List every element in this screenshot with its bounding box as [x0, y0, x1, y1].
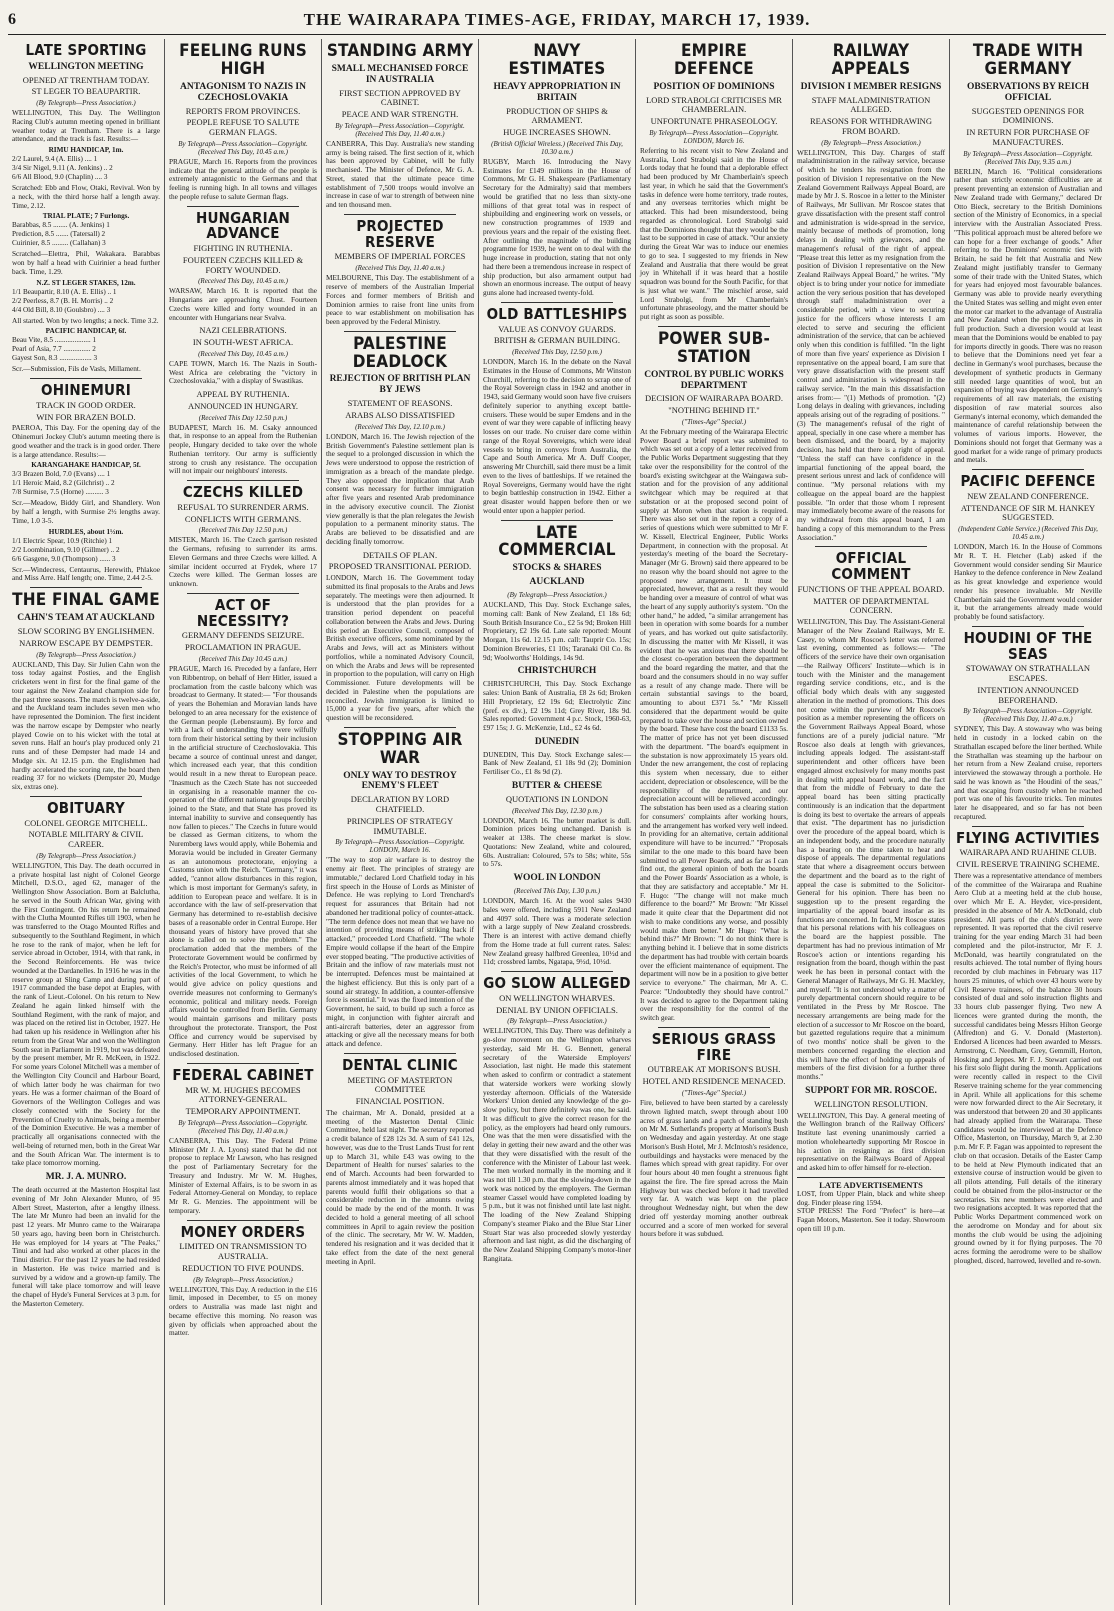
race-results — [12, 528, 160, 564]
dateline: By Telegraph—Press Association—Copyright. LONDON, March 16. — [649, 128, 779, 145]
divider — [187, 1063, 299, 1064]
subhead: ONLY WAY TO DESTROY ENEMY'S FLEET — [343, 770, 457, 792]
subhead: LIMITED ON TRANSMISSION TO AUSTRALIA. — [179, 1241, 307, 1262]
divider — [972, 469, 1084, 470]
result-line: 2/2 Peerless, 8.7 (B. H. Morris) .. 2 — [12, 296, 114, 305]
subhead: STOWAWAY ON STRATHALLAN ESCAPES. — [965, 663, 1091, 684]
headline: GO SLOW ALLEGED — [483, 974, 631, 993]
headline: RAILWAY APPEALS — [831, 41, 911, 79]
article-hungarian-advance — [169, 208, 317, 323]
article-palestine-deadlock — [326, 333, 474, 547]
dateline: (By Telegraph—Press Association.) — [36, 650, 136, 659]
subhead: OUTBREAK AT MORISON'S BUSH. — [647, 1064, 781, 1075]
subhead: NOTABLE MILITARY & CIVIL CAREER. — [28, 829, 144, 850]
subhead: ON WELLINGTON WHARVES. — [499, 992, 615, 1003]
article-body: SYDNEY, This Day. A stowaway who was being held in custody in a locked cabin on the Strathallan escaped before the liner berthed. While the Strathallan was steaming up the harbour on her return from a New Zealand cruise, reporters interviewed the stowaway through a porthole. He said he was known as "the Houdini of the seas," and that escaping from custody when he reached port was one of his favourite tricks. Ten minutes later he disappeared, and so far has not been recaptured. — [954, 724, 1102, 821]
article-body: WELLINGTON, This Day. The Assistant-General Manager of the New Zealand Railways, Mr E. Casey, to whom Mr Roscoe's letter was referred last evening, commented as follows:— "The officers of the service have their own organisation—the Railway Officers' Institute—which is in touch with the Minister and the management regarding service conditions, etc., and is the official body which deals with any suggested alteration in the method of promotions. This does not come within the purview of Mr Roscoe's position as a member representing the officers on the Government Railways Appeal Board, whose functions are of a purely judicial nature. "Mr Roscoe also deals at length with grievances, including appeals lodged. The assistant-staff superintendent and other officers have been engaged almost exclusively for many months past in dealing with appeal board work, and the fact that from the middle of February to date the appeal board has been sitting practically continuously is an indication that the department is doing its best to overtake the arrears of appeals that exist. "The department has no jurisdiction over the procedure of the appeal board, which is an independent body, and the procedure naturally has a bearing on the time taken to hear and dispose of appeals. The departmental regulations state that where a disagreement occurs between the department and the board as to the right of appeal the case is submitted to the Solicitor-General for his opinion. There has been no suggestion up to the present regarding the impartiality of the appeal board insofar as its functions are concerned. In fact, Mr Roscoe states that his personal relations with his colleagues on the board are the happiest possible. The department has had no previous intimation of Mr Roscoe's action or intentions regarding his resignation from the board, though within the past week he has been in personal contact with the General Manager of Railways, Mr G. H. Mackley, and myself. "It is not understood why a matter of purely departmental concern should require to be ventilated in the Press by Mr Roscoe. The necessary arrangements are being made for the election of a successor to Mr Roscoe on the board, but gazetted regulations require that a minimum of two months' notice shall be given to the members concerned regarding the election and this will have the effect of holding up appeals of members of the first division for a further three months." — [797, 617, 945, 1082]
headline: LATE COMMERCIAL — [498, 522, 616, 561]
dateline: (Received This Day, 12.30 p.m.) — [512, 806, 602, 815]
dateline: (Received This Day 12.50 p.m.) — [198, 526, 288, 535]
headline: STANDING ARMY — [326, 41, 474, 61]
subhead: LORD STRABOLGI CRITICISES MR CHAMBERLAIN. — [646, 94, 782, 115]
subhead: AUCKLAND — [529, 577, 585, 588]
subhead: STATEMENT OF REASONS. — [347, 398, 453, 409]
article-final-game — [12, 592, 160, 792]
column-1 — [8, 39, 165, 1605]
divider — [30, 378, 142, 379]
article-navy-estimates — [483, 43, 631, 298]
advertisement: STOP PRESS! The Ford "Prefect" is here—at Fagan Motors, Masterton. See it today. Showroom open till 10 p.m. — [797, 1206, 945, 1233]
article-body: WELLINGTON, This Day. A general meeting of the Wellington branch of the Railway Officers' Institute last evening unanimously carried a motion wholeheartedly supporting Mr Roscoe in his action in resigning as first division representative on the Railways Board of Appeal and asked him to offer himself for re-election. — [797, 1110, 945, 1173]
article-body: There was a representative attendance of members of the committee of the Wairarapa and Ruahine Aero Club at a meeting held at the club house, over which Mr E. A. Heyder, vice-president, presided in the absence of Mr A. McDonald, club president. All parts of the club's district were represented. It was reported that the civil reserve training for the year ending March 31 had been completed and the pilot-instructor, Mr F. J. McDonald, was heartily congratulated on the results achieved. The total number of flying hours recorded by club machines in February was 117 hours 25 minutes, of which over 43 hours were by Civil Reserve trainees, of the balance 30 hours consisted of dual and solo instruction flights and 33 hours club passenger flying. Two new A licences were granted during the month, the successful candidates being Messrs Hilton George (Alfredton) and G. V. Donald (Masterton). Endorsed A licences had been awarded to Messrs. Armstrong, C. Needham, Grey, Gemmill, Horton, Hosking and Jeppes. Mr F. J. Stewart carried out his first solo flight during the month. Applications were recently called in respect to the Civil Reserve training scheme for the year commencing in April. While all applications for this scheme were now forwarded direct to the Air Secretary, it was understood that between 20 and 30 applicants had already applied from the Wairarapa. These candidates would be interviewed at the Defence Office, Masterton, on Thursday, March 9, at 2.30 p.m. Mr F. P. Fagan was appointed to represent the club on that occasion. Details of the Easter Camp to be held at New Plymouth indicated that an extensive course of instruction would be given to all pilots attending. Full details of the itinerary could be obtained from the pilot-instructor or the secretaries. Six new members were elected and two resignations accepted. It was reported that the Public Works Department commenced work on the aerodrome on Monday and for about six months the club would be using the adjoining ground owned by it for flying purposes. The 70 acres forming the aerodrome were to be shallow ploughed, disced, harrowed, levelled and re-sown. — [954, 870, 1102, 1265]
race-results — [12, 461, 160, 497]
subhead: BRITISH & GERMAN BUILDING. — [493, 335, 621, 346]
article-christchurch — [483, 666, 631, 732]
subhead: MEMBERS OF IMPERIAL FORCES — [334, 251, 466, 262]
subhead: FUNCTIONS OF THE APPEAL BOARD. — [797, 583, 945, 594]
subhead: WELLINGTON RESOLUTION. — [814, 1098, 928, 1109]
headline: LATE ADVERTISEMENTS — [819, 1179, 923, 1190]
subhead: GERMANY DEFENDS SEIZURE. — [181, 630, 305, 641]
headline: TRADE WITH GERMANY — [972, 41, 1084, 79]
article-power-sub-station — [640, 328, 788, 1023]
article-projected-reserve — [326, 216, 474, 327]
page-number: 6 — [8, 11, 16, 28]
article-federal-cabinet — [169, 1065, 317, 1216]
article-dunedin — [483, 737, 631, 777]
masthead-title: THE WAIRARAPA TIMES-AGE, FRIDAY, MARCH 17, 1939. — [303, 10, 811, 29]
article-body: The chairman, Mr A. Donald, presided at a meeting of the Masterton Dental Clinic Committee, held last night. The secretary reported a credit balance of £28 12s 3d. A sum of £41 12s, however, was due to the Trust Lands Trust for rent up to March 31, while £43 was owing to the Department of Health for nurses' salaries to the end of March. Accounts had been forwarded to parents almost immediately and it was hoped that parents would fulfil their obligations so that a considerable reduction in the amounts owing could be made by the end of the month. It was decided to hold a general meeting of all school committees in April to again review the position of the clinic. The secretary, Mr W. W. Madden, tendered his resignation and it was decided that it take effect from the date of the next general meeting in April. — [326, 1107, 474, 1266]
result-line: 3/3 Brazen Bold, 7.0 (Evans) .... 1 — [12, 470, 111, 479]
article-body: CANBERRA, This Day. Australia's new standing army is being raised. The first section of it, which has been approved by Cabinet, will be fully mechanised. The Minister of Defence, Mr G. A. Street, stated that the ultimate peace time establishment of 7,500 troops would involve an increase in case of war to strength of between nine and ten thousand men. — [326, 138, 474, 210]
article-body: WELLINGTON, This Day. A reduction in the £16 limit, imposed in December, to £5 on money orders to Australia was made last night and became effective this morning. No reason was given by officials when approached about the matter. — [169, 1284, 317, 1338]
headline: DUNEDIN — [534, 736, 580, 747]
headline: FEDERAL CABINET — [172, 1065, 314, 1084]
subhead: INTENTION ANNOUNCED BEFOREHAND. — [977, 684, 1079, 705]
headline: EMPIRE DEFENCE — [674, 41, 754, 79]
race-title: TRIAL PLATE; 7 Furlongs. — [42, 212, 130, 221]
race-note: Scr.—Meadow, Biddy Girl, and Shandlery. Won by half a length, with Surmise 2½ lengths away. Time, 1.0 3-5. — [12, 498, 160, 525]
column-2 — [165, 39, 322, 1605]
subhead: ST LEGER TO BEAUPARTIR. — [31, 86, 141, 97]
subhead: DIVISION I MEMBER RESIGNS — [800, 81, 942, 92]
article-feeling-runs-high — [169, 43, 317, 202]
race-title: N.Z. ST LEGER STAKES, 12m. — [36, 278, 136, 287]
article-body: AUCKLAND, This Day. Stock Exchange sales, morning call: Bank of New Zealand, £1 18s 6d; South British Insurance Co., £2 5s 9d; Broken Hill Proprietary, £2 19s 6d. Late sale reported: Mount Morgan, 11s 6d. 12.15 p.m. call: Tauprir Co. 15s; Dominion Breweries, £1 10s; Taranaki Oil Co. 8s 9d; Woolworths' Holdings, 14s 9d. — [483, 600, 631, 662]
article-body: MISTEK, March 16. The Czech garrison resisted the Germans, refusing to surrender its arms. Eleven Germans and three Czechs were killed. A similar incident occurred at Frydek, where 17 Czechs were killed. The German losses are unknown. — [169, 535, 317, 589]
article-body: WELLINGTON, This Day. There was definitely a go-slow movement on the Wellington wharves yesterday, said Mr H. G. Bennett, general secretary of the Waterside Employers' Association, last night. He made this statement when asked to confirm or contradict a statement that waterside workers were working slowly yesterday afternoon. Officials of the Waterside Workers' Union denied any knowledge of the go-slow policy, but there definitely was one, he said. It was difficult to give the correct reason for the policy, as the employers had heard only rumours. One was that the men were dissatisfied with the delay in getting their new award and the other was that they were dissatisfied with the result of the conference with the Minister of Labour last week. The men worked normally in the morning and it was not till 1.30 p.m. that the slowing-down in the work was noticed by the employers. The German steamer Cassel would have completed loading by 5 p.m., but it was not finished until late last night. The loading of the New Zealand Shipping Company's steamer Piako and the Blue Star Liner Stuart Star was also proceeded slowly yesterday afternoon and last night, as did the discharging of the New Zealand Shipping Company's motor-liner Rangitata. — [483, 1026, 631, 1263]
article-body: LONDON, March 16. In the House of Commons Mr R. T. H. Fletcher (Lab) asked if the Government would consider sending Sir Maurice Hankey to the defence conference in New Zealand as his great knowledge and experience would render his presence invaluable. Mr Neville Chamberlain said the Government would consider it, but the arrangements already made would probably be found satisfactory. — [954, 542, 1102, 622]
article-body: WARSAW, March 16. It is reported that the Hungarians are approaching Chust. Fourteen Czechs were killed and forty wounded in an encounter with Hungarians near Svalva. — [169, 286, 317, 322]
result-line: Prediction, 8.5 ....... (Tatersall) 2 — [12, 230, 106, 239]
article-body: BERLIN, March 16. "Political considerations rather than strictly economic difficulties are at present preventing an extension of Australian and New Zealand trade with Germany," declared Dr Otto Bieck, secretary to the British Dominions section of the Ministry of Economics, in a special interview with the Australian Associated Press. "This political approach must be altered before we can hope for a freer exchange of goods." After referring to the Dominions' economic ties with Britain, he said he felt that Australia and New Zealand might justifiably transfer to Germany some of their trade with the United States, which for years had enjoyed most favourable balances. Germany was able to provide nearly everything the United States was selling and might even enter the motor car market to the advantage of Australia and New Zealand when the people's car was in full production. Such a diversion would at least mean that the Dominions would be enabled to pay for imports directly in goods. There was no reason to believe that the Dominions need yet fear a decline in Germany's wool purchases, because the development of synthetic products in Germany still needed large quantities of wool, but an expansion of buying was dependent on Germany's requirements of all raw materials, the existing disposition of raw material sources also Germany's internal economy, which demanded the maintenance of careful relationship between the volumes of various imports. However, the Dominions should not forget that Germany was a good market for a wide range of primary products and metals. — [954, 166, 1102, 465]
subhead: TRACK IN GOOD ORDER. — [36, 399, 136, 410]
dateline: ("Times-Age" Special.) — [681, 417, 747, 426]
dateline: By Telegraph—Press Association—Copyright. (Received This Day, 9.35 a.m.) — [963, 149, 1093, 166]
result-line: Barabbas, 8.5 ........ (A. Jenkins) 1 — [12, 221, 110, 230]
article-czechs-killed — [169, 485, 317, 589]
article-grass-fire — [640, 1029, 788, 1239]
race-note: Scratched: Ebb and Flow, Otaki, Revival. Won by a neck, with the third horse half a length away. Time, 2.12. — [12, 183, 160, 210]
article-old-battleships — [483, 304, 631, 516]
subhead: DECISION OF WAIRARAPA BOARD. — [645, 393, 783, 404]
divider — [501, 302, 613, 303]
article-body: PAEROA, This Day. For the opening day of the Ohinemuri Jockey Club's autumn meeting there is good weather and the track is in good order. There is a large attendance. Results:— — [12, 423, 160, 459]
dateline: (By Telegraph—Press Association.) — [36, 851, 136, 860]
dateline: (Independent Cable Service.) (Received This Day, 10.45 a.m.) — [958, 525, 1098, 542]
subhead: DECLARATION BY LORD CHATFIELD. — [350, 794, 450, 815]
headline: PALESTINE DEADLOCK — [352, 333, 448, 372]
subhead: PROCLAMATION IN PRAGUE. — [185, 642, 301, 653]
result-line: 4/4 Old Bill, 8.10 (Goulsbro) .... 3 — [12, 305, 111, 314]
article-ohinemuri — [12, 383, 160, 583]
article-dental-clinic — [326, 1055, 474, 1267]
column-7 — [950, 39, 1106, 1605]
divider — [501, 971, 613, 972]
divider — [187, 480, 299, 481]
race-note: Scr.—Windecress, Centaurus, Herewith, Phlakoe and Miss Arre. Half length; one. Time, 2.44 2-5. — [12, 564, 160, 583]
divider — [187, 206, 299, 207]
dateline: (By Telegraph—Press Association.) — [193, 1275, 293, 1284]
subhead: REASONS FOR WITHDRAWING FROM BOARD. — [810, 116, 932, 136]
article-body: LONDON, March 16. The Government today submitted its final proposals to the Arabs and Jews separately. The meetings were then adjourned. It is understood that the plan provides for a transition period dependent on peaceful collaboration between the Arabs and Jews. During this period an Executive Council, composed of British executive officers, some nominated by the Arabs and Jews, will act as Ministers without portfolios, while a nominated Advisory Council, on which the Arabs and Jews will be represented in proportion to the population, will carry on High Commissioner. Future developments will be decided in Palestine when the populations are reconciled. Jewish immigration is limited to 15,000 a year for five years, after which the question will be reconsidered. — [326, 573, 474, 723]
subhead: REPORTS FROM PROVINCES. — [185, 105, 301, 116]
article-stopping-air-war — [326, 729, 474, 1049]
subhead: CONTROL BY PUBLIC WORKS DEPARTMENT — [644, 369, 784, 391]
headline: OHINEMURI — [41, 381, 131, 400]
subhead: HUGE INCREASES SHOWN. — [503, 127, 611, 138]
dateline: (Received This Day, 12.50 p.m.) — [512, 348, 602, 357]
subhead: SUPPORT FOR MR. ROSCOE. — [805, 1085, 937, 1096]
headline: BUTTER & CHEESE — [511, 780, 603, 791]
dateline: (By Telegraph—Press Association.) — [36, 99, 136, 108]
dateline: (By Telegraph—Press Association.) — [821, 138, 921, 147]
subhead: PEOPLE REFUSE TO SALUTE GERMAN FLAGS. — [186, 117, 300, 138]
race-note: Scratched—Elettra, Phil, Wakakara. Barabbas won by half a head with Cuirinier a head further back. Time, 1.29. — [12, 249, 160, 276]
result-line: Pearl of Asia, 7.7 ............... 2 — [12, 345, 96, 354]
subhead: NARROW ESCAPE BY DEMPSTER. — [19, 637, 153, 648]
subhead: DETAILS OF PLAN. — [362, 549, 438, 560]
divider — [344, 727, 456, 728]
subhead: TEMPORARY APPOINTMENT. — [185, 1106, 301, 1117]
subhead: MATTER OF DEPARTMENTAL CONCERN. — [813, 595, 929, 616]
column-6 — [793, 39, 950, 1605]
dateline: (By Telegraph—Press Association.) — [507, 1017, 607, 1026]
subhead: STAFF MALADMINISTRATION ALLEGED. — [811, 94, 931, 115]
subhead: FIGHTING IN RUTHENIA. — [193, 243, 293, 254]
subhead: VALUE AS CONVOY GUARDS. — [498, 323, 616, 334]
subhead: IN SOUTH-WEST AFRICA. — [192, 337, 294, 348]
result-line: 2/2 Laurel, 9.4 (A. Ellis) .... 1 — [12, 155, 98, 164]
headline: WOOL IN LONDON — [513, 873, 601, 884]
article-body: DUNEDIN, This Day. Stock Exchange sales:—Bank of New Zealand, £1 18s 9d (2); Dominion Fertiliser Co., £1 8s 9d (2). — [483, 749, 631, 777]
subhead: POSITION OF DOMINIONS — [653, 81, 775, 92]
headline: CZECHS KILLED — [182, 483, 304, 502]
article-late-commercial — [483, 522, 631, 663]
subhead: WAIRARAPA AND RUAHINE CLUB. — [959, 847, 1097, 858]
article-wool — [483, 873, 631, 967]
race-title: PACIFIC HANDICAP, 6f. — [45, 327, 127, 336]
article-houdini — [954, 628, 1102, 822]
subhead: STOCKS & SHARES — [512, 563, 602, 574]
dateline: By Telegraph—Press Association—Copyright. (Received This Day, 11.40 a.m.) — [963, 707, 1093, 724]
subhead: UNFORTUNATE PHRASEOLOGY. — [650, 116, 778, 127]
article-body: PRAGUE, March 16. Preceded by a fanfare, Herr von Ribbentrop, on behalf of Herr Hitler, issued a proclamation from the castle balcony which was broadcast to Germany. It stated:— "For thousands of years the Bohemian and Moravian lands have belonged to an area necessary for the existence of the German people (Lebensraum). By force and with a lack of understanding they were wilfully torn from their historical setting by their inclusion in the artificial structure of Czechoslovakia. This became a source of continual unrest and danger, which increased each year, that this condition would result in a new threat to European peace. "Inasmuch as the Czech State has not succeeded in organising in a reasonable manner the co-operation of the different national groups forcibly joined to the State, and that State has proved its internal inability to survive and consequently has now fallen to pieces." The Czechs in future would be classed as German citizens, to whom the Nuremberg laws would apply, while Bohemia and Moravia would be included in Greater Germany as an autonomous protectorate, enjoying a Customs union with the Reich. "Germany," it was added, "cannot allow disturbances in this region, which is most important for Germany's safety, in addition to European peace and welfare. It is in accordance with the law of self-preservation that Germany has determined to re-establish decisive bases of a reasonable order in Central Europe. Her thousand years of history have proved that she alone is called on to solve the problem." The proclamation added that the members of the Protectorate Government would be confirmed by the Reich's Protector, who must be informed of all activities of the local Government, to which he would give advice on policy questions and override measures not conforming to Germany's economic, political and military needs. Foreign affairs would be controlled from Berlin. Germany would maintain garrisons and military posts throughout the protectorate. Transport, the Post Office and currency would be supervised by Germany. Herr Hitler has left Prague for an undisclosed destination. — [169, 664, 317, 1058]
subhead: OPENED AT TRENTHAM TODAY. — [22, 74, 150, 85]
result-line: 1/1 Heroic Maid, 8.2 (Gilchrist) .. 2 — [12, 479, 115, 488]
dateline: By Telegraph—Press Association—Copyright. (Received This Day, 10.45 a.m.) — [178, 139, 308, 156]
subhead: SLOW SCORING BY ENGLISHMEN. — [17, 626, 155, 636]
dateline: By Telegraph—Press Association—Copyright. LONDON, March 16. — [335, 838, 465, 855]
race-title: HURDLES, about 1½m. — [48, 527, 124, 536]
dateline: (By Telegraph—Press Association.) — [507, 591, 607, 600]
article-appeal-ruthenia — [169, 390, 317, 476]
article-body: LONDON, March 16. The butter market is dull. Dominion prices being unchanged. Danish is weaker at 138s. The cheese market is slow. Quotations: New Zealand, white and coloured, 60s. Australian: Coloured, 57s to 58s; white, 55s to 57s. — [483, 815, 631, 869]
headline: MONEY ORDERS — [180, 1222, 306, 1241]
divider — [30, 587, 142, 588]
article-body: WELLINGTON, This Day. The death occurred in a private hospital last night of Colonel George Mitchell, D.S.O., aged 62, manager of the Wellington Show Association. Born at Balclutha, he served in the South African War, giving with the First Contingent. On his return he remained with the Clutha Mounted Rifles till 1903, when he was transferred to the Otago Mounted Rifles and subsequently to the Southland Regiment, in which he rose to the rank of major, when he left for service abroad in October, 1914, with that rank, in the Second Reinforcements. He was twice wounded at the Dardanelles. In 1916 he was in the reserve group at Sling Camp and during part of 1917 commanded the base depot at Etaples, with the rank of Lieut.-Colonel. On his return to New Zealand he again linked himself with the Southland Regiment, with the rank of major, and was placed on the retired list in October, 1927. He had taken up his residence in Wellington after his return from the Great War and won the Wellington South seat in Parliament in 1919, but was defeated by the present member, Mr R. McKeen, in 1922. For some years Colonel Mitchell was a member of the Wellington City Council and Harbour Board, of which latter body he was chairman for two years. He was a former chairman of the Board of Governors of the Wellington Colleges and was closely connected with the Society for the Prevention of Cruelty to Animals, being a member of the Dominion Executive. He was a member of practically all organisations connected with the well-being of returned men, both in the Great War and the South African War. The interment is to take place tomorrow morning. — [12, 860, 160, 1168]
subhead: ANNOUNCED IN HUNGARY. — [187, 400, 299, 411]
subhead: SUGGESTED OPENINGS FOR DOMINIONS. — [971, 105, 1085, 126]
race-title: KARANGAHAKE HANDICAP, 5f. — [31, 461, 141, 470]
subhead: HEAVY APPROPRIATION IN BRITAIN — [493, 81, 621, 103]
subhead: FINANCIAL POSITION. — [355, 1096, 445, 1107]
article-body: BUDAPEST, March 16. M. Csaky announced that, in response to an appeal from the Ruthenian people, Hungary decided to take over the whole Ruthenian territory. Our army is sufficiently strong to crush any resistance. The occupation will not impair our neighbours' interests. — [169, 422, 317, 476]
subhead: ANTAGONISM TO NAZIS IN CZECHOSLOVAKIA — [180, 81, 306, 103]
headline: OBITUARY — [47, 798, 125, 817]
result-line: 6/6 Gasgene, 9.0 (Thompson) ...... 3 — [12, 554, 116, 563]
subhead: CONFLICTS WITH GERMANS. — [184, 513, 302, 524]
result-line: 1/1 Beaupartir, 8.10 (A. E. Ellis) .. 1 — [12, 287, 117, 296]
article-money-orders — [169, 1222, 317, 1339]
subhead: COLONEL GEORGE MITCHELL. — [24, 817, 148, 828]
subhead: WELLINGTON MEETING — [28, 61, 144, 72]
subhead: OBSERVATIONS BY REICH OFFICIAL — [967, 81, 1089, 103]
article-body: Referring to his recent visit to New Zealand and Australia, Lord Strabolgi said in the House of Lords today that he found that a deplorable effect had been produced by Mr Chamberlain's speech last year, in which he said that the Government's tasks in defence were home territory, trade routes, and any overseas territories which might be attacked. This had been misunderstood, being regarded as chronological. Lord Strabolgi said that the Dominions thought that they would be the last to be supported in case of attack. "Our anxiety during the Great War was to induce our enemies to go to sea. I suggested to my friends in New Zealand and Australia that there would be great joy in Whitehall if it was heard that a hostile squadron was bound for the South Pacific, for that is just what we want." The mischief arose, said Lord Strabolgi, from Mr Chamberlain's unfortunate phraseology, and the matter should be put right as soon as possible. — [640, 145, 788, 322]
article-body: AUCKLAND, This Day. Sir Julien Cahn won the toss today against Posties, and the English cricketers went in first for the final game of the tour against the New Zealand champion side for the past three seasons. The match is twelve-a-side, and the Auckland team includes seven men who have represented the Dominion. The first incident was the narrow escape by Dempster who nearly played Cowie on to his wicket with the total at seven runs. Half an hour's play produced only 21 runs and of these Dempster had made 14 and Mudge six. At 12.15 p.m. the Englishmen had hardly accelerated the scoring rate, the board then reading 37 for no wickets (Dempster 20, Mudge six, extras one). — [12, 659, 160, 792]
divider — [344, 331, 456, 332]
subhead: PRODUCTION OF SHIPS & ARMAMENT. — [506, 105, 608, 126]
headline: FLYING ACTIVITIES — [956, 828, 1100, 847]
subhead: DENIAL BY UNION OFFICIALS. — [496, 1004, 618, 1015]
headline: MR. J. A. MUNRO. — [45, 1172, 127, 1183]
dateline: (Received This Day, 11.40 a.m.) — [355, 264, 445, 273]
headline: DENTAL CLINIC — [342, 1055, 458, 1074]
headline: HUNGARIAN ADVANCE — [195, 208, 290, 243]
article-body: CANBERRA, This Day. The Federal Prime Minister (Mr J. A. Lyons) stated that he did not propose to replace Mr Lawson, who has resigned the post of Parliamentary Secretary for the Treasury and Industry. Mr W. M. Hughes, Minister of External Affairs, is to be sworn in as Federal Attorney-General on Monday, to replace Mr R. G. Menzies. The appointment will be temporary. — [169, 1135, 317, 1215]
race-results — [12, 327, 160, 363]
headline: NAVY ESTIMATES — [508, 41, 606, 79]
article-details-of-plan — [326, 551, 474, 723]
subhead: QUOTATIONS IN LONDON — [505, 793, 609, 804]
subhead: CAHN'S TEAM AT AUCKLAND — [17, 613, 155, 624]
divider — [344, 214, 456, 215]
headline: SERIOUS GRASS FIRE — [651, 1029, 777, 1064]
result-line: 3/4 Sir Nigel, 9.11 (A. Jenkins) .. 2 — [12, 164, 113, 173]
article-butter-cheese — [483, 781, 631, 869]
article-obituary — [12, 798, 160, 1168]
article-body: Fire, believed to have been started by a carelessly thrown lighted match, swept through about 100 acres of grass lands and a patch of standing bush on Mr M. Sutherland's property at Morison's Bush on Wednesday and again yesterday. At one stage Morison's Bush Hotel, Mr J. McIntosh's residence, outbuildings and haystacks were menaced by the flames which spread with great rapidity. For over four hours about 40 men fought a strenuous fight against the fire. The fire spread across the Main Highway but was checked before it had travelled very far. A watch was kept on the place throughout Wednesday night, but when the dew dried off yesterday morning another outbreak occurred and a score of men worked for several hours before it was subdued. — [640, 1098, 788, 1239]
article-go-slow — [483, 976, 631, 1264]
article-pacific-defence — [954, 474, 1102, 622]
dateline: (Received This Day, 12.10 p.m.) — [355, 422, 445, 431]
dateline: (British Official Wireless.) (Received This Day, 10.30 a.m.) — [491, 139, 623, 156]
headline: OFFICIAL COMMENT — [831, 549, 911, 584]
subhead: CIVIL RESERVE TRAINING SCHEME. — [956, 859, 1100, 870]
subhead: SMALL MECHANISED FORCE IN AUSTRALIA — [331, 63, 469, 85]
divider — [658, 326, 770, 327]
dateline: (Received This Day, 1.30 p.m.) — [513, 887, 601, 896]
headline: STOPPING AIR WAR — [337, 729, 463, 768]
subhead: REDUCTION TO FIVE POUNDS. — [182, 1262, 304, 1273]
article-official-comment — [797, 551, 945, 1082]
subhead: FOURTEEN CZECHS KILLED & FORTY WOUNDED. — [182, 254, 304, 275]
late-advertisements — [797, 1177, 945, 1234]
subhead: MR W. M. HUGHES BECOMES ATTORNEY-GENERAL. — [185, 1084, 301, 1105]
subhead: PEACE AND WAR STRENGTH. — [341, 109, 459, 120]
headline: THE FINAL GAME — [12, 590, 160, 611]
headline: CHRISTCHURCH — [517, 666, 597, 677]
divider — [344, 1053, 456, 1054]
article-body: At the February meeting of the Wairarapa Electric Power Board a brief report was submitted to which was set out a copy of a letter received from the Public Works Department suggesting that they take over the responsibility for the control of the board's existing switchgear at the Waingawa sub-station and for the provision of any additional switchgear which may be required at that substation or at the proposed second point of supply at Moron when that station is required. There was also set out in the report a copy of a series of questions which were submitted to Mr F. W. Kissell, Electrical Engineer, Public Works Department, in connection with the proposal. At yesterday's meeting of the board the Secretary-Manager (Mr G. Brown) said there appeared to be no reason why the board should not agree to the proposed new arrangement. It must be appreciated, however, that as a result they would be handing over a measure of control of what was the heart of any supply authority's system. "On the other hand," he added, "a similar arrangement has been in operation with some boards for a number of years, and has worked out quite satisfactorily. In discussing the matter with Mr Kissell, it was evident that he was anxious that there should be the closest co-operation between the department and the board regarding the matter, and that the board and the consumers should in no way suffer as a result of any change made. There will be certain substantial savings to the board, amounting to about £371 5s." "Mr Kissell considered that the department would be quite prepared to take over the house and section owned by the board. These have cost the board £1133 5s. The matter of price has not yet been discussed with the department. "The board's equipment in the substation is now approximately 15 years old. Under the new arrangement, the cost of replacing this system when necessary, due to either accident, depreciation or obsolescence, will be the responsibility of the department, and our depreciation account will be relieved accordingly. The substation has been used as a clearing station for consumers' complaints after working hours, and the arrangement has worked very well indeed. In providing for an alternative, certain additional expenditure will have to be incurred." "Proposals similar to the one made to this board have been submitted to all Power Boards, and as far as I can find out, the general opinion of both the boards and the Power Boards' Association as a whole, is that they are satisfactory and acceptable." Mr H. F. Hugo: "The change will not make much difference to the board?" Mr Brown: "Mr Kissel made it quite clear that the Department did not wish to make conditions any worse, and possibly would make them better." Mr Hugo: "What is behind this?" Mr Brown: "I do not think there is anything behind it. I believe that in some districts the department has had trouble with certain boards over the efficient maintenance of equipment. The department will now be in a position to give better service to everyone." The chairman, Mr A. C. Pearce: "Undoubtedly they should have control." It was decided to agree to the Department taking over the responsibility for the control of the switch gear. — [640, 426, 788, 1023]
article-body: LONDON, March 16. In the debate on the Naval Estimates in the House of Commons, Mr Winston Churchill, referring to the decision to scrap one of the Royal Sovereign class in 1942 and another in 1943, said Germany would soon have five cruisers definitely superior to anything except battle-cruisers. These would be super Emdens and in the event of war they were capable of inflicting heavy losses on our trade. No cruiser dare come within range of the Royal Sovereigns, which were ideal vessels to bring in convoys from Australia, the Cape and South America. Mr A. Duff Cooper, answering Mr Churchill, said there must be a limit even to the lives of battleships. If we retained the Royal Sovereigns, Germany would have the right to begin battleship construction in 1942. Either a great disaster would happen before then or we would enter upon a happier period. — [483, 357, 631, 515]
article-body: MELBOURNE, This Day. The establishment of a reserve of members of the Australian Imperial Forces and former members of British and Dominion armies to raise front line units from peace to war establishment on mobilisation has been approved by the Federal Ministry. — [326, 273, 474, 326]
divider — [972, 626, 1084, 627]
column-3 — [322, 39, 479, 1605]
article-body: LONDON, March 16. The Jewish rejection of the British Government's Palestine settlement plan is the sequel to a prolonged discussion in which the Jews were understood to oppose the restriction of immigration as a breach of the mandate pledge. They also opposed the implication that Arab consent was necessary for further immigration after five years and resented Arab predominance in the advisory executive council. The Zionist view generally is that the plan relegates the Jewish population to a permanent minority status. The Arabs are believed to be dissatisfied and are deciding finally tomorrow. — [326, 431, 474, 546]
race-results — [12, 212, 160, 248]
article-empire-defence — [640, 43, 788, 322]
article-body: WELLINGTON, This Day. The Wellington Racing Club's autumn meeting opened in brilliant weather today at Trentham. There is a large attendance, and the track is fast. Results:— — [12, 108, 160, 144]
headline: POWER SUB-STATION — [657, 328, 771, 367]
subhead: NAZI CELEBRATIONS. — [199, 325, 287, 336]
headline: PROJECTED RESERVE — [356, 216, 444, 251]
dateline: By Telegraph—Press Association—Copyright. (Received This Day, 11.40 a.m.) — [178, 1118, 308, 1135]
subhead: FIRST SECTION APPROVED BY CABINET. — [339, 87, 461, 108]
article-body: LONDON, March 16. At the wool sales 9430 bales were offered, including 5911 New Zealand and 4097 sold. There was a moderate selection with a large supply of New Zealand crossbreds. There is an interest with active demand chiefly from the Home trade at full current rates. Sales: New Zealand greasy halfbred Greenlea, 10½d and 11d; crossbred lambs, Ngatapa, 9½d, 10½d. — [483, 896, 631, 967]
article-body: "The way to stop air warfare is to destroy the enemy air fleet. The principles of strategy are immutable," declared Lord Chatfield today in his first speech in the House of Lords as Minister of Defence. He was replying to Lord Trenchard's request for assurances that Britain had not abandoned her traditional policy of counter-attack. "The term defence does not mean that we have no intention of providing means of striking back if attacked," proceeded Lord Chatfield. "The whole Empire would collapse if the heart of the Empire ever stopped beating. "The productive activities of Britain and the inflow of raw materials must not be interrupted. Defences must be maintained at the highest efficiency. But this is only part of a sound air strategy. In addition, a counter-offensive force is essential." It was the fixed intention of the Government, he said, to build up such a force as might, in conjunction with fighter aircraft and anti-aircraft batteries, deter an aggressor from attacking or give all the necessary means for both attack and defence. — [326, 855, 474, 1049]
race-note: All started. Won by two lengths; a neck. Time 3.2. — [12, 315, 159, 325]
article-body: CHRISTCHURCH, This Day. Stock Exchange sales: Union Bank of Australia, £8 2s 6d; Broken Hill Proprietary, £2 19s 6d; Electrolytic Zinc (pref. ex div.), £2 19s 11d; Grey River, 18s 9d. Sales reported: Government 4 p.c. Stock, 1960-63, £97 15s; J. G. McKenzie, Ltd., £2 4s 6d. — [483, 679, 631, 733]
subhead: REFUSAL TO SURRENDER ARMS. — [177, 501, 309, 512]
dateline: ("Times-Age" Special.) — [681, 1089, 747, 1097]
subhead: ATTENDANCE OF SIR M. HANKEY SUGGESTED. — [960, 502, 1096, 523]
article-standing-army — [326, 43, 474, 210]
article-nazi-celebrations — [169, 326, 317, 386]
divider — [187, 1220, 299, 1221]
dateline: (Received This Day, 10.45 a.m.) — [198, 349, 288, 358]
subhead: IN RETURN FOR PURCHASE OF MANUFACTURES. — [966, 127, 1090, 147]
result-line: Gayest Son, 8.3 .................. 3 — [12, 354, 98, 363]
headline: PACIFIC DEFENCE — [960, 472, 1096, 491]
divider — [501, 520, 613, 521]
advertisement: LOST, from Upper Plain, black and white sheep dog. Finder please ring 1594. — [797, 1188, 945, 1207]
race-note: Scr.—Submission, Fils de Vasls, Millament. — [12, 364, 141, 374]
columns — [8, 39, 1106, 1605]
article-munro — [12, 1172, 160, 1308]
headline: FEELING RUNS HIGH — [179, 41, 307, 79]
article-act-of-necessity — [169, 595, 317, 1059]
headline: OLD BATTLESHIPS — [486, 304, 628, 323]
subhead: MEETING OF MASTERTON COMMITTEE — [347, 1074, 453, 1095]
headline: LATE SPORTING — [25, 41, 147, 59]
subhead: NEW ZEALAND CONFERENCE. — [967, 490, 1089, 501]
article-late-sporting — [12, 43, 160, 374]
result-line: 2/2 Loombination, 9.10 (Gillmer) .. 2 — [12, 545, 120, 554]
subhead: APPEAL BY RUTHENIA. — [196, 389, 290, 400]
divider — [30, 796, 142, 797]
column-5 — [636, 39, 793, 1605]
result-line: 6/6 All Blood, 9.0 (Chaplin) .... 3 — [12, 173, 108, 182]
result-line: Cuirinier, 8.5 ......... (Callahan) 3 — [12, 239, 106, 248]
dateline: By Telegraph—Press Association—Copyright. (Received This Day, 11.40 a.m.) — [335, 121, 465, 138]
subhead: HOTEL AND RESIDENCE MENACED. — [642, 1076, 786, 1087]
column-4 — [479, 39, 636, 1605]
divider — [972, 826, 1084, 827]
article-trade-with-germany — [954, 43, 1102, 465]
subhead: REJECTION OF BRITISH PLAN BY JEWS — [329, 374, 471, 396]
divider — [187, 593, 299, 594]
divider — [658, 1027, 770, 1028]
race-results — [12, 146, 160, 182]
article-support-roscoe — [797, 1086, 945, 1173]
result-line: 7/8 Surmise, 7.5 (Horne) .......... 3 — [12, 488, 109, 497]
dateline: (Received This Day, 10.45 a.m.) — [198, 277, 288, 286]
subhead: "NOTHING BEHIND IT." — [668, 405, 760, 416]
article-body: PRAGUE, March 16. Reports from the provinces indicate that the general attitude of the people is extremely antagonistic to the Germans and that feeling is running high. In all towns and villages the people refuse to salute German flags. — [169, 156, 317, 201]
result-line: Beau Vite, 8.5 .................... 1 — [12, 336, 97, 345]
article-railway-appeals — [797, 43, 945, 542]
result-line: 1/1 Electric Spear, 10.9 (Ritchie) 1 — [12, 536, 113, 545]
headline: ACT OF NECESSITY? — [196, 595, 290, 630]
dateline: (Received This Day 10.45 a.m.) — [198, 655, 288, 663]
masthead — [8, 6, 1106, 35]
subhead: PRINCIPLES OF STRATEGY IMMUTABLE. — [346, 815, 454, 836]
race-title: RIMU HANDICAP, 1m. — [48, 146, 124, 155]
subhead: ARABS ALSO DISSATISFIED — [345, 410, 455, 421]
race-results — [12, 279, 160, 315]
subhead: WIN FOR BRAZEN BOLD. — [36, 411, 136, 422]
article-body: WELLINGTON, This Day. Charges of staff maladministration in the railway service, because of which he tenders his resignation from the position of Division I representative on the New Zealand Government Railways Appeal Board, are made by Mr J. S. Roscoe in a letter to the Minister of Railways, Mr Sullivan. Mr Roscoe states that grave dissatisfaction with the present staff control and administration is wide-spread in the service, mainly because of methods of promotion, long delays in dealing with grievances, and the management's refusal of the right of appeal. "Please treat this letter as my resignation from the position of Division I representative on the New Zealand Railways Appeal Board," he writes. "My object is to bring under your notice for immediate action the very serious position that has developed through staff maladministration over a considerable period, with a view to securing justice for the officers whose interests I am elected to serve and securing the efficient administration of the service, that can be achieved only when this condition is fulfilled. "In the light of more than five years' experience as Division I representative on the appeal board, I am sure that very grave dissatisfaction with the present staff control and administration is widespread in the railway service. "In the main this dissatisfaction arises from:— "(1) Methods of promotion. "(2) Long delays in dealing with grievances, including appeals arising out of the regrading of positions. "(3) The management's refusal of the right of appeal, specially in one case where a member has been dismissed, and the board, by a majority decision, has held that there is a right of appeal. "Unless the staff can have confidence in the impartial functioning of the appeal board, the present serious unrest and lack of confidence will continue. "My personal relations with my colleague on the appeal board are the happiest possible. "In order that those whom I represent may immediately become aware of the reasons for my withdrawal from this appeal board, I am handing a copy of this memorandum to the Press Association." — [797, 147, 945, 542]
dateline: (Received This Day 12.50 p.m.) — [198, 413, 288, 422]
headline: HOUDINI OF THE SEAS — [963, 628, 1093, 663]
article-body: CAPE TOWN, March 16. The Nazis in South-West Africa are celebrating the "victory in Czechoslovakia," with a display of Swastikas. — [169, 358, 317, 386]
subhead: PROPOSED TRANSITIONAL PERIOD. — [328, 561, 472, 572]
divider — [815, 546, 927, 547]
article-body: RUGBY, March 16. Introducing the Navy Estimates for £149 millions in the House of Commons, Mr G. H. Shakespeare (Parliamentary Secretary for the Admiralty) said that members would be gratified that no less than sixty-one millions of that great total was in respect of shipbuilding and engineering work on vessels, or new construction programmes of 1939 and previous years and the repair of the existing fleet. After outlining the magnitude of the building programme for 1939, he went on to deal with the huge increase in production, stating that not only had there been a tremendous increase in respect of ship production, but also armament output had shown an enormous increase. The output of heavy guns alone had increased twenty-fold. — [483, 156, 631, 298]
article-flying-activities — [954, 828, 1102, 1266]
article-body: The death occurred at the Masterton Hospital last evening of Mr John Alexander Munro, of 95 Albert Street, Masterton, after a lengthy illness. The late Mr Munro had been an invalid for the past 12 years. Mr Munro came to the Wairarapa 50 years ago, having been born in Christchurch. He was employed for 14 years at "The Peaks," Tinui and had also worked at other places in the Tinui district. For the past 12 years he had resided in Masterton. He was twice married and is survived by a widow and a grown-up family. The funeral will take place tomorrow and will leave the chapel of Hyde's Funeral Services at 3 p.m. for the Masterton Cemetery. — [12, 1185, 160, 1308]
